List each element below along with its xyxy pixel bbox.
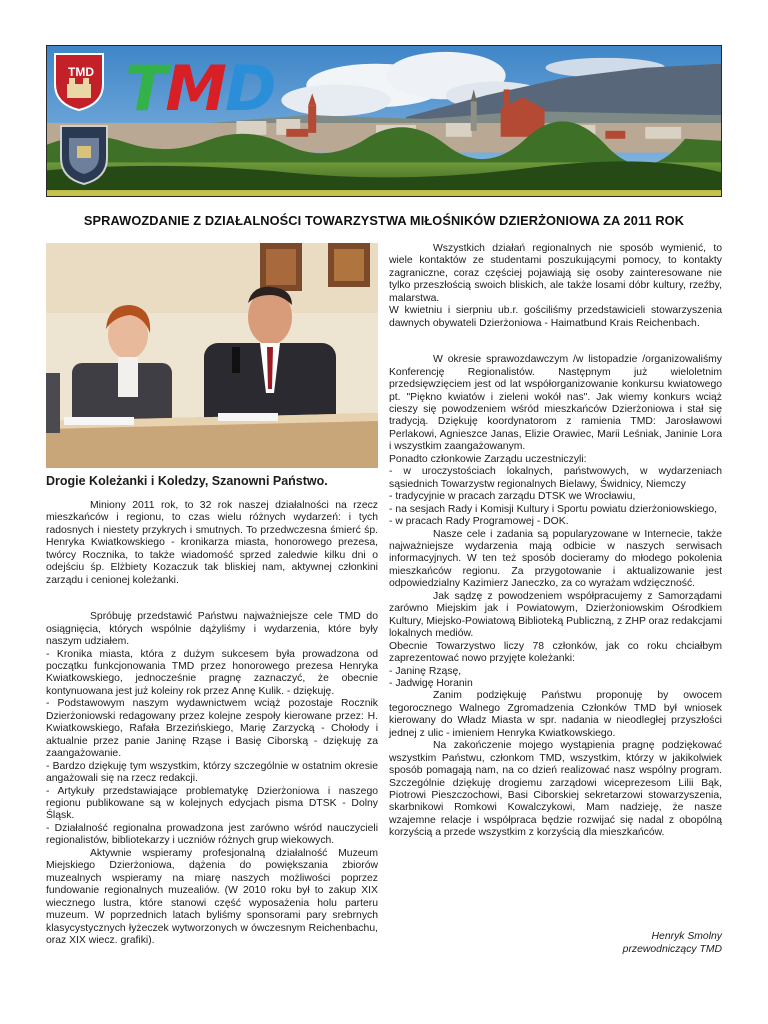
paragraph-regional: Wszystkich działań regionalnych nie sposób wymienić, to wiele kontaktów ze studentami poszukującymi pomocy, to kontakty zagraniczne, coraz częściej pojawiają się osoby zainteresowane nie tylko przeszłością swoich bliskich, ale także losami dóbr kultury, rzeźby, malarstwa. (389, 243, 722, 304)
paragraph-goals: Spróbuję przedstawić Państwu najważniejsze cele TMD do osiągnięcia, których wspólnie dążyliśmy i wydarzenia, które były naszym udziałem. (46, 611, 378, 648)
paragraph-conference: W okresie sprawozdawczym /w listopadzie /organizowaliśmy Konferencję Regionalistów. Następnym już wieloletnim przedsięwzięciem jest od lat współorganizowanie konkursu kwiatowego pt. "Piękno kwiatów i zieleni wokół nas". Jak wiemy konkurs wciąż cieszy się powodzeniem wśród mieszkańców Dzierżoniowa i stał się tradycją. Dziękuję koordynatorom z ramienia TMD: Jarosławowi Perlakowi, Agnieszce Janas, Elizie Orawiec, Marii Leśniak, Janinie Lora i wszystkim zaangażowanym. (389, 354, 722, 453)
town-coat-of-arms-icon (59, 124, 109, 186)
signature-name: Henryk Smolny (651, 931, 722, 942)
list-item: - na sesjach Rady i Komisji Kultury i Sportu powiatu dzierżoniowskiego, (389, 503, 718, 515)
list-item: - Artykuły przedstawiające problematykę Dzierżoniowa i naszego regionu publikowane są w kolejnych edycjach pisma DTSK - Dolny Śląsk. (46, 785, 378, 822)
paragraph-members: Obecnie Towarzystwo liczy 78 członków, jak co roku chciałbym zaprezentować nowo przyjęte koleżanki: (389, 640, 722, 665)
list-item: - Bardzo dziękuję tym wszystkim, którzy szczególnie w ostatnim okresie angażowali się na rzecz redakcji. (46, 760, 378, 785)
list-item: - Podstawowym naszym wydawnictwem wciąż pozostaje Rocznik Dzierżoniowski redagowany przez kolejne zespoły kierowane przez: H. Kwiatkowskiego, Rafała Brzezińskiego, Marię Zarzycką - Chołody i aktualnie przez panie Janinę Rząse i Basię Ciborską - dziękuję za zaangażowanie. (46, 698, 378, 760)
page-title: SPRAWOZDANIE Z DZIAŁALNOŚCI TOWARZYSTWA MIŁOŚNIKÓW DZIERŻONIOWA ZA 2011 ROK (83, 213, 685, 228)
list-item: - tradycyjnie w pracach zarządu DTSK we Wrocławiu, (389, 491, 636, 503)
meeting-photo (46, 243, 378, 468)
signature (623, 930, 722, 956)
logo-letter-d: D (225, 52, 275, 125)
paragraph-thanks: Na zakończenie mojego wystąpienia pragnę podziękować wszystkim Państwu, członkom TMD, wszystkim, którzy w jakikolwiek sposób pomagają nam, na co dzień realizować nasz wspólny program. Szczególnie dziękuję drogiemu zarządowi wiceprezesom Lilii Bąk, Piotrowi Pieszczochowi, Basi Ciborskiej sekretarzowi stowarzyszenia, skarbnikowi Romkowi Kowalczykowi, Mam nadzieję, że nasze wzajemne relacje i współpraca będzie rozwijać się nadal z obopólną korzyścią a przede wszystkim z korzyścią dla mieszkańców. (389, 740, 722, 839)
list-item: - Działalność regionalna prowadzona jest zarówno wśród nauczycieli regionalistów, bibliotekarzy i uczniów różnych grup wiekowych. (46, 822, 378, 847)
header-banner (46, 45, 722, 197)
paragraph-board: Ponadto członkowie Zarządu uczestniczyli: (389, 453, 587, 465)
list-item: - Janinę Rząsę, (389, 665, 462, 677)
paragraph-guests: W kwietniu i sierpniu ub.r. gościliśmy przedstawicieli stowarzyszenia dawnych obywateli Dzierżoniowa - Haimatbund Krais Reichenbach. (389, 305, 722, 329)
paragraph-proposal: Zanim podziękuję Państwu proponuję by owocem tegorocznego Walnego Zgromadzenia Członków TMD był wniosek kierowany do Władz Miasta w spr. nadania w nieodległej przyszłości jednej z ulic - imieniem Henryka Kwiatkowskiego. (389, 690, 722, 739)
right-column (389, 243, 722, 840)
left-column (46, 500, 378, 947)
paragraph-internet: Nasze cele i zadania są popularyzowane w Internecie, także najważniejsze wydarzenia mają odbicie w naszych serwisach informacyjnych. W ten też sposób docieramy do młodego pokolenia mieszkańców regionu. Za przygotowanie i aktualizowanie jest odpowiedzialny Kazimierz Janeczko, za co wyrażam wdzięczność. (389, 528, 722, 590)
logo-letter-m: M (165, 52, 225, 125)
paragraph-cooperation: Jak sądzę z powodzeniem współpracujemy z Samorządami zarówno Miejskim jak i Powiatowym, Dzierżoniowskim Ośrodkiem Kultury, Miejsko-Powiatową Biblioteką Publiczną, z ZHP oraz redakcjami lokalnych mediów. (389, 590, 722, 640)
greeting-heading: Drogie Koleżanki i Koledzy, Szanowni Państwo. (46, 474, 328, 488)
list-item: - Kronika miasta, która z dużym sukcesem była prowadzona od początku funkcjonowania TMD przez honorowego prezesa Henryka Kwiatkowskiego, jednocześnie pragnę zaznaczyć, że obecnie kontynuowana jest już koleiny rok przez Annę Kulik. - dziękuję. (46, 648, 378, 697)
list-item: - w uroczystościach lokalnych, państwowych, w wydarzeniach sąsiednich Towarzystw regionalnych Bielawy, Świdnicy, Niemczy (389, 466, 722, 490)
logo-letter-t: T (125, 52, 166, 125)
list-item: - w pracach Rady Programowej - DOK. (389, 516, 569, 528)
crest-label: TMD (68, 65, 94, 79)
tmd-logo (125, 52, 275, 125)
paragraph-intro: Miniony 2011 rok, to 32 rok naszej działalności na rzecz mieszkańców i regionu, to czas wielu różnych wydarzeń: i tych radosnych i niestety przykrych i smutnych. To przedwczesna śmierć śp. Henryka Kwiatkowskiego - kronikarza miasta, honorowego prezesa, twórcy Rocznika, to także wiadomość sprzed zaledwie kilku dni o odejściu śp. Elżbiety Kozaczuk tak bliskiej nam, aktywnej członkini zarządu i cenionej koleżanki. (46, 500, 378, 586)
paragraph-museum: Aktywnie wspieramy profesjonalną działalność Muzeum Miejskiego Dzierżoniowa, dążenia do powiększania zbiorów muzealnych wspieramy na miarę naszych możliwości poprzez fundowanie regionalnych muzealiów. (W 2010 roku był to zakup XIX wiecznego lustra, które stanowi część wyposażenia holu parteru muzeum. W poprzednich latach byliśmy sponsorami pary srebrnych klasycystycznych łyżeczek wytworzonych w ówczesnym Reichenbachu, oraz XIX wiecz. grafiki). (46, 847, 378, 946)
tmd-crest-icon (53, 50, 105, 112)
signature-role: przewodniczący TMD (622, 944, 722, 955)
list-item: - Jadwigę Horanin (389, 677, 473, 689)
